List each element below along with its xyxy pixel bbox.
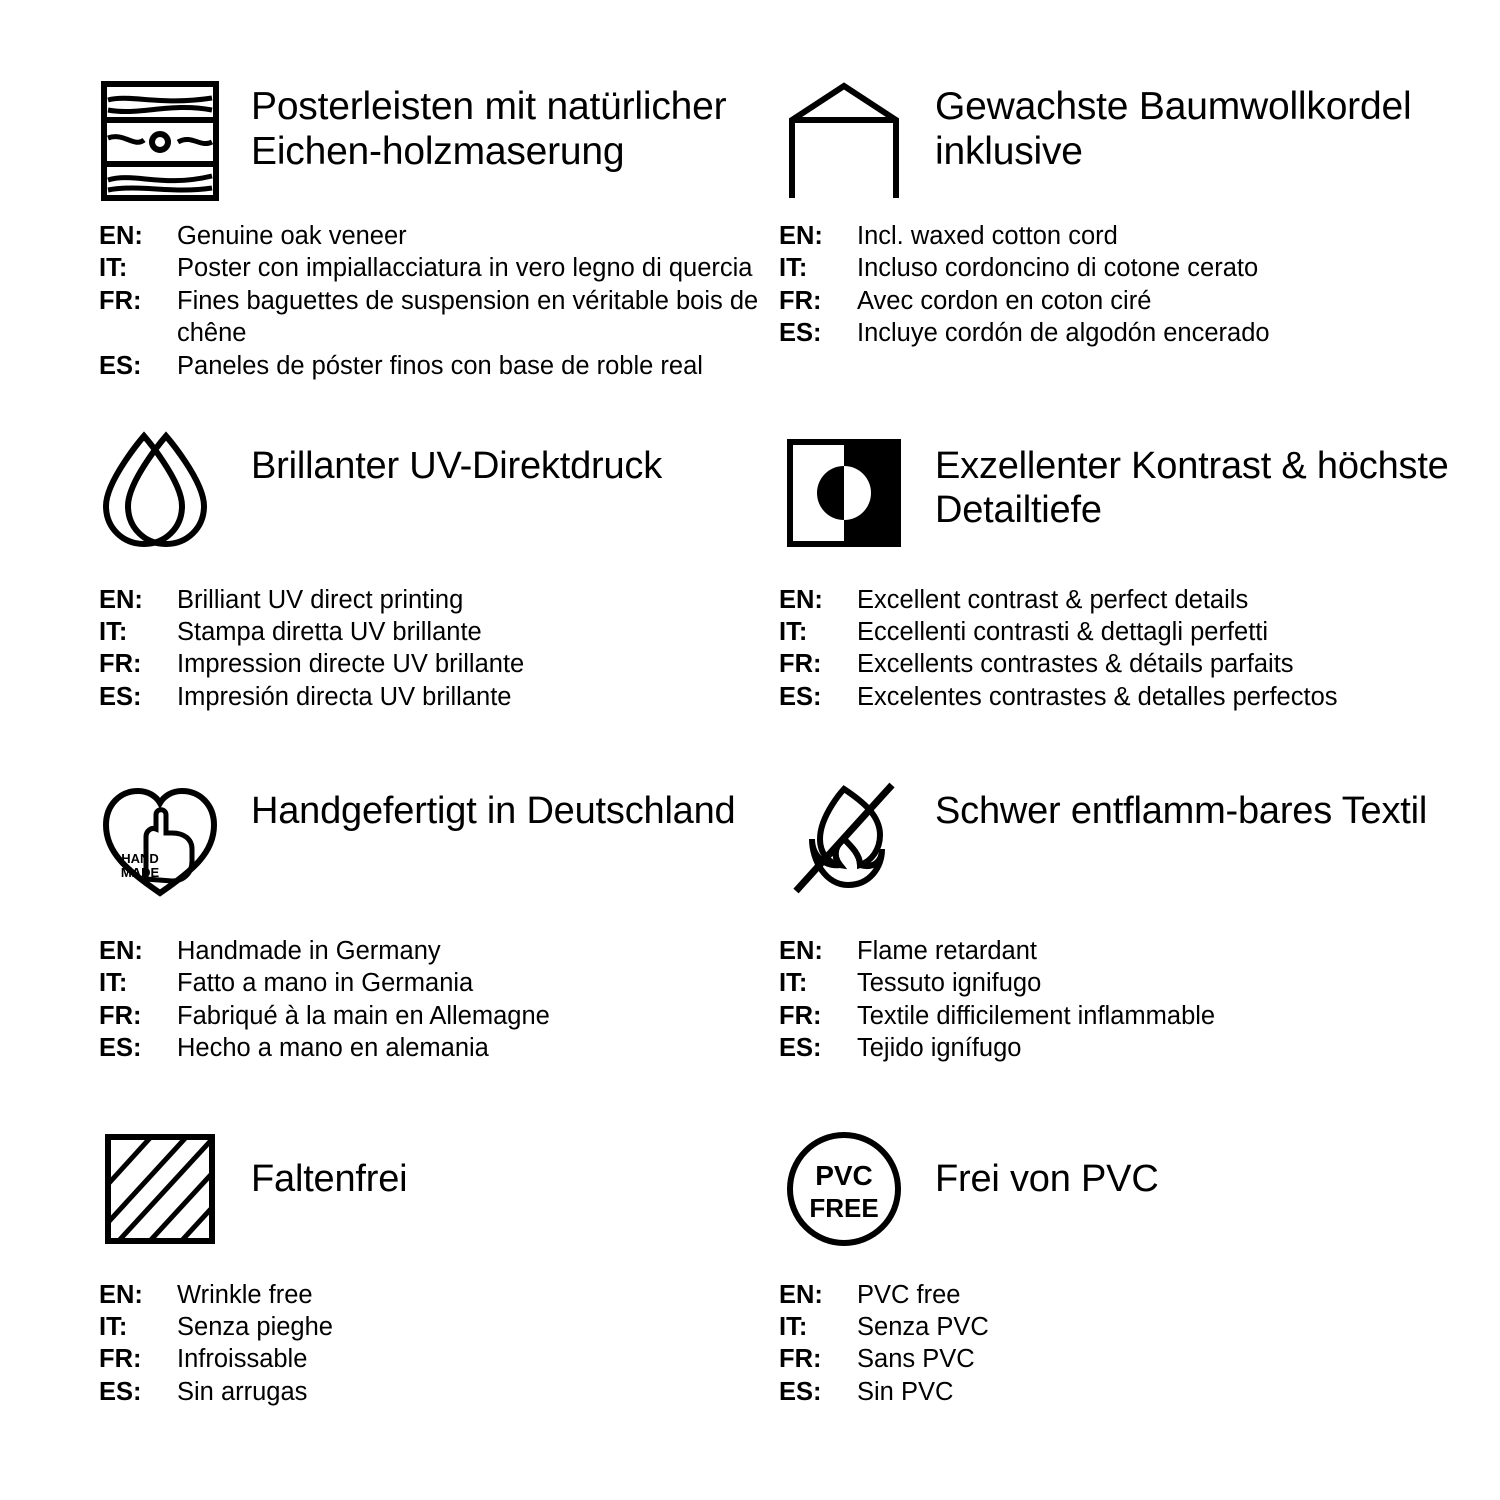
translations-list — [99, 935, 775, 1065]
translation-row — [99, 1032, 775, 1064]
translation-row — [779, 1000, 1455, 1032]
translations-list — [779, 584, 1455, 714]
hatched-square-icon — [95, 1113, 225, 1253]
language-text: Textile difficilement inflammable — [857, 1001, 1216, 1030]
language-text: Paneles de póster finos con base de roble real — [177, 351, 703, 380]
translation-row — [779, 317, 1455, 349]
language-code: EN: — [779, 1280, 823, 1309]
feature-title: Posterleisten mit natürlicher Eichen-holzmaserung — [251, 85, 727, 174]
language-text: Flame retardant — [857, 937, 1037, 965]
language-text: Tejido ignífugo — [857, 1034, 1022, 1063]
language-code: EN: — [99, 585, 143, 614]
language-text: Excellent contrast & perfect details — [857, 585, 1249, 614]
translations-list — [99, 220, 775, 382]
language-code: EN: — [99, 937, 143, 965]
language-text: Sin PVC — [857, 1377, 954, 1406]
translation-row — [779, 1032, 1455, 1064]
icon-label-line2: MADE — [120, 865, 160, 880]
translation-row — [779, 220, 1455, 252]
language-code: IT: — [779, 1312, 808, 1341]
translation-row — [779, 1279, 1455, 1311]
language-text: Incluso cordoncino di cotone cerato — [857, 254, 1259, 283]
translation-row — [99, 220, 775, 252]
translation-row — [99, 1343, 775, 1375]
language-code: FR: — [99, 286, 142, 315]
language-code: FR: — [779, 1345, 822, 1374]
feature-title: Faltenfrei — [251, 1157, 408, 1200]
language-text: Senza pieghe — [177, 1312, 333, 1341]
language-text: Stampa diretta UV brillante — [177, 617, 482, 646]
feature-header — [95, 1113, 775, 1253]
translation-row — [99, 1376, 775, 1408]
language-code: ES: — [99, 682, 142, 711]
translations-list — [779, 935, 1455, 1065]
feature-header — [95, 765, 775, 905]
translation-row — [99, 1279, 775, 1311]
language-code: ES: — [779, 1377, 822, 1406]
translations-list — [779, 220, 1455, 350]
translations-list — [99, 1279, 775, 1409]
feature-header — [775, 70, 1455, 210]
language-code: ES: — [99, 1034, 142, 1063]
language-code: IT: — [779, 254, 808, 283]
language-code: EN: — [779, 222, 823, 250]
feature-header — [95, 70, 775, 210]
language-code: FR: — [99, 1345, 142, 1374]
translations-list — [779, 1279, 1455, 1409]
feature-pvc-free — [775, 1113, 1455, 1461]
icon-label-line1: HAND — [121, 851, 159, 866]
translation-row — [779, 1311, 1455, 1343]
feature-title: Handgefertigt in Deutschland — [251, 790, 736, 832]
feature-title: Frei von PVC — [935, 1157, 1159, 1200]
language-code: FR: — [779, 286, 822, 315]
language-text: Brilliant UV direct printing — [177, 585, 464, 614]
language-text: PVC free — [857, 1280, 961, 1309]
language-code: ES: — [779, 1034, 822, 1063]
feature-header — [775, 1113, 1455, 1253]
translation-row — [99, 252, 775, 284]
language-text: Tessuto ignifugo — [857, 969, 1042, 998]
icon-label-line2: FREE — [809, 1192, 879, 1223]
feature-contrast-details — [775, 418, 1455, 766]
language-code: IT: — [99, 1312, 128, 1341]
language-code: IT: — [99, 969, 128, 998]
feature-uv-direct-print — [95, 418, 775, 766]
feature-header — [775, 765, 1455, 905]
language-code: FR: — [99, 650, 142, 679]
language-text: Sin arrugas — [177, 1377, 308, 1406]
translation-row — [99, 648, 775, 680]
feature-title: Exzellenter Kontrast & höchste Detailtiefe — [935, 444, 1449, 531]
feature-flame-retardant — [775, 765, 1455, 1113]
language-code: ES: — [99, 351, 142, 380]
language-text: Senza PVC — [857, 1312, 989, 1341]
language-code: IT: — [99, 617, 128, 646]
translation-row — [779, 935, 1455, 967]
flame-crossed-out-icon — [779, 765, 909, 905]
language-code: ES: — [779, 319, 822, 348]
language-code: IT: — [99, 254, 128, 283]
contrast-square-icon — [779, 418, 909, 558]
language-code: FR: — [99, 1001, 142, 1030]
language-text: Excelentes contrastes & detalles perfectos — [857, 682, 1338, 711]
translations-list — [99, 584, 775, 714]
language-text: Hecho a mano en alemania — [177, 1034, 489, 1063]
translation-row — [779, 648, 1455, 680]
feature-title: Brillanter UV-Direktdruck — [251, 444, 662, 487]
feature-handmade-germany — [95, 765, 775, 1113]
language-text: Poster con impiallacciatura in vero legno di quercia — [177, 254, 753, 283]
feature-wrinkle-free — [95, 1113, 775, 1461]
language-text: Excellents contrastes & détails parfaits — [857, 650, 1294, 679]
language-code: FR: — [779, 1001, 822, 1030]
translation-row — [779, 1376, 1455, 1408]
feature-title: Gewachste Baumwollkordel inklusive — [935, 85, 1412, 174]
language-code: EN: — [779, 585, 823, 614]
feature-header — [775, 418, 1455, 558]
translation-row — [779, 616, 1455, 648]
translation-row — [99, 935, 775, 967]
hanging-cord-icon — [779, 70, 909, 210]
translation-row — [99, 285, 775, 350]
language-text: Incl. waxed cotton cord — [857, 222, 1118, 250]
language-code: EN: — [99, 222, 143, 250]
language-code: EN: — [779, 937, 823, 965]
language-text: Avec cordon en coton ciré — [857, 286, 1152, 315]
translation-row — [99, 350, 775, 382]
language-code: ES: — [99, 1377, 142, 1406]
wood-grain-panel-icon — [95, 70, 225, 210]
language-text: Sans PVC — [857, 1345, 975, 1374]
translation-row — [99, 1000, 775, 1032]
translation-row — [99, 681, 775, 713]
language-code: EN: — [99, 1280, 143, 1309]
translation-row — [99, 967, 775, 999]
language-text: Fines baguettes de suspension en véritable bois de chêne — [177, 286, 759, 348]
feature-waxed-cotton-cord — [775, 70, 1455, 418]
translation-row — [779, 967, 1455, 999]
translation-row — [779, 681, 1455, 713]
feature-title: Schwer entflamm-bares Textil — [935, 790, 1428, 832]
language-text: Impression directe UV brillante — [177, 650, 525, 679]
translation-row — [779, 1343, 1455, 1375]
language-text: Wrinkle free — [177, 1280, 313, 1309]
language-text: Eccellenti contrasti & dettagli perfetti — [857, 617, 1269, 646]
language-text: Infroissable — [177, 1345, 308, 1374]
ink-drops-icon — [95, 418, 225, 558]
handmade-hand-heart-icon — [95, 765, 225, 905]
translation-row — [779, 252, 1455, 284]
icon-label-line1: PVC — [815, 1159, 873, 1191]
language-text: Fatto a mano in Germania — [177, 969, 474, 998]
language-text: Incluye cordón de algodón encerado — [857, 319, 1270, 348]
translation-row — [779, 584, 1455, 616]
feature-header — [95, 418, 775, 558]
language-code: ES: — [779, 682, 822, 711]
pvc-free-badge-icon — [779, 1113, 909, 1253]
translation-row — [99, 616, 775, 648]
translation-row — [99, 584, 775, 616]
language-text: Fabriqué à la main en Allemagne — [177, 1001, 550, 1030]
language-text: Impresión directa UV brillante — [177, 682, 512, 711]
language-text: Handmade in Germany — [177, 937, 441, 965]
language-code: FR: — [779, 650, 822, 679]
language-text: Genuine oak veneer — [177, 222, 407, 250]
language-code: IT: — [779, 969, 808, 998]
translation-row — [779, 285, 1455, 317]
language-code: IT: — [779, 617, 808, 646]
feature-oak-veneer — [95, 70, 775, 418]
translation-row — [99, 1311, 775, 1343]
